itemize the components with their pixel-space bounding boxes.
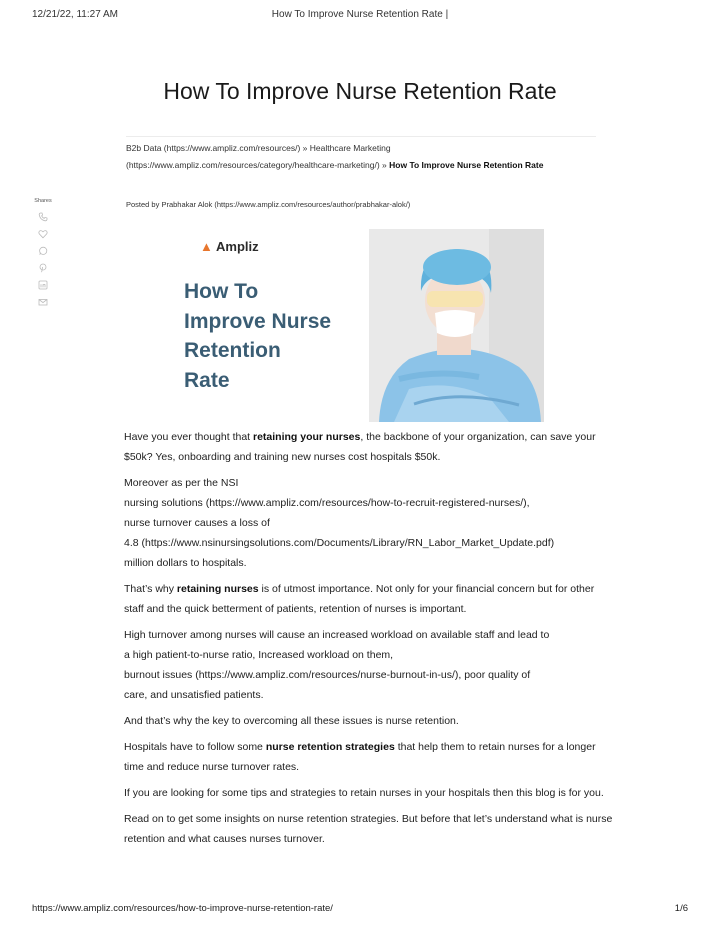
article-title: How To Improve Nurse Retention Rate <box>163 78 557 104</box>
heart-icon[interactable] <box>38 229 48 239</box>
paragraph: That’s why retaining nurses is of utmost importance. Not only for your financial concern but for other staff and the quick betterment of patients, retention of nurses is important. <box>124 583 595 615</box>
breadcrumb-link-healthcare-marketing[interactable]: Healthcare Marketing <box>309 143 391 153</box>
ampliz-logo: ▲ Ampliz <box>200 239 259 254</box>
breadcrumb-current: How To Improve Nurse Retention Rate <box>389 160 544 170</box>
breadcrumb-separator: » <box>379 160 390 170</box>
paragraph: And that’s why the key to overcoming all these issues is nurse retention. <box>124 715 459 727</box>
print-footer <box>0 903 720 917</box>
page-number: 1/6 <box>674 903 688 914</box>
nurse-photo <box>369 229 544 422</box>
paragraph: If you are looking for some tips and strategies to retain nurses in your hospitals then this blog is for you. <box>124 787 604 799</box>
paragraph: Read on to get some insights on nurse retention strategies. But before that let’s understand what is nurse retention and what causes nurses turnover. <box>124 813 613 845</box>
print-datetime: 12/21/22, 11:27 AM <box>32 9 118 20</box>
paragraph: Have you ever thought that retaining your nurses, the backbone of your organization, can save your $50k? Yes, onboarding and training new nurses cost hospitals $50k. <box>124 431 596 463</box>
print-footer-url: https://www.ampliz.com/resources/how-to-improve-nurse-retention-rate/ <box>32 903 333 914</box>
article-body <box>124 427 614 855</box>
breadcrumb <box>126 140 601 174</box>
share-label: Shares <box>34 198 52 204</box>
bold-phrase: retaining your nurses <box>253 431 361 443</box>
paragraph: Moreover as per the NSI nursing solutions (https://www.ampliz.com/resources/how-to-recruit-registered-nurses/), nurse turnover causes a loss of 4.8 (https://www.nsinursingsolutions.com/Documents/Library/RN_Labor_Market_Update.pdf) million dollars to hospitals. <box>124 477 555 569</box>
title-divider <box>126 136 596 137</box>
print-document-title: How To Improve Nurse Retention Rate | <box>271 9 449 20</box>
whatsapp-icon[interactable] <box>38 246 48 256</box>
print-header <box>0 0 720 24</box>
hero-heading-line: Retention <box>184 339 281 362</box>
breadcrumb-link-b2b-data[interactable]: B2b Data (https://www.ampliz.com/resources/) <box>126 143 301 153</box>
paragraph: High turnover among nurses will cause an increased workload on available staff and lead to a high patient-to-nurse ratio, Increased workload on them, burnout issues (https://www.ampliz.com/resources/nurse-burnout-in-us/), poor quality of care, and unsatisfied patients. <box>124 629 550 701</box>
hero-banner <box>174 229 544 422</box>
hero-heading-line: Improve Nurse <box>184 309 332 333</box>
breadcrumb-link-healthcare-marketing-url[interactable]: (https://www.ampliz.com/resources/category/healthcare-marketing/) <box>126 160 380 170</box>
linkedin-icon[interactable] <box>38 280 48 290</box>
link-nursing-solutions[interactable]: nursing solutions (https://www.ampliz.com/resources/how-to-recruit-registered-nurses/), <box>124 497 530 509</box>
email-icon[interactable] <box>38 297 48 307</box>
hero-heading <box>184 277 384 395</box>
link-burnout-issues[interactable]: burnout issues (https://www.ampliz.com/resources/nurse-burnout-in-us/), poor quality of <box>124 669 531 681</box>
pinterest-icon[interactable] <box>38 263 48 273</box>
bold-phrase: nurse retention strategies <box>265 741 395 753</box>
hero-heading-line: How To <box>184 280 259 303</box>
paragraph: Hospitals have to follow some nurse retention strategies that help them to retain nurses for a longer time and reduce nurse turnover rates. <box>124 741 596 773</box>
link-rn-labor-market[interactable]: 4.8 (https://www.nsinursingsolutions.com/Documents/Library/RN_Labor_Market_Update.pdf) <box>124 537 555 549</box>
ampliz-logo-mark: ▲ <box>200 239 213 254</box>
breadcrumb-separator: » <box>300 143 310 153</box>
author-byline[interactable]: Posted by Prabhakar Alok (https://www.ampliz.com/resources/author/prabhakar-alok/) <box>126 200 411 209</box>
nurse-illustration <box>369 229 544 422</box>
hero-heading-line: Rate <box>184 368 230 392</box>
share-rail <box>30 198 56 314</box>
phone-icon[interactable] <box>38 212 48 222</box>
bold-phrase: retaining nurses <box>176 583 259 595</box>
